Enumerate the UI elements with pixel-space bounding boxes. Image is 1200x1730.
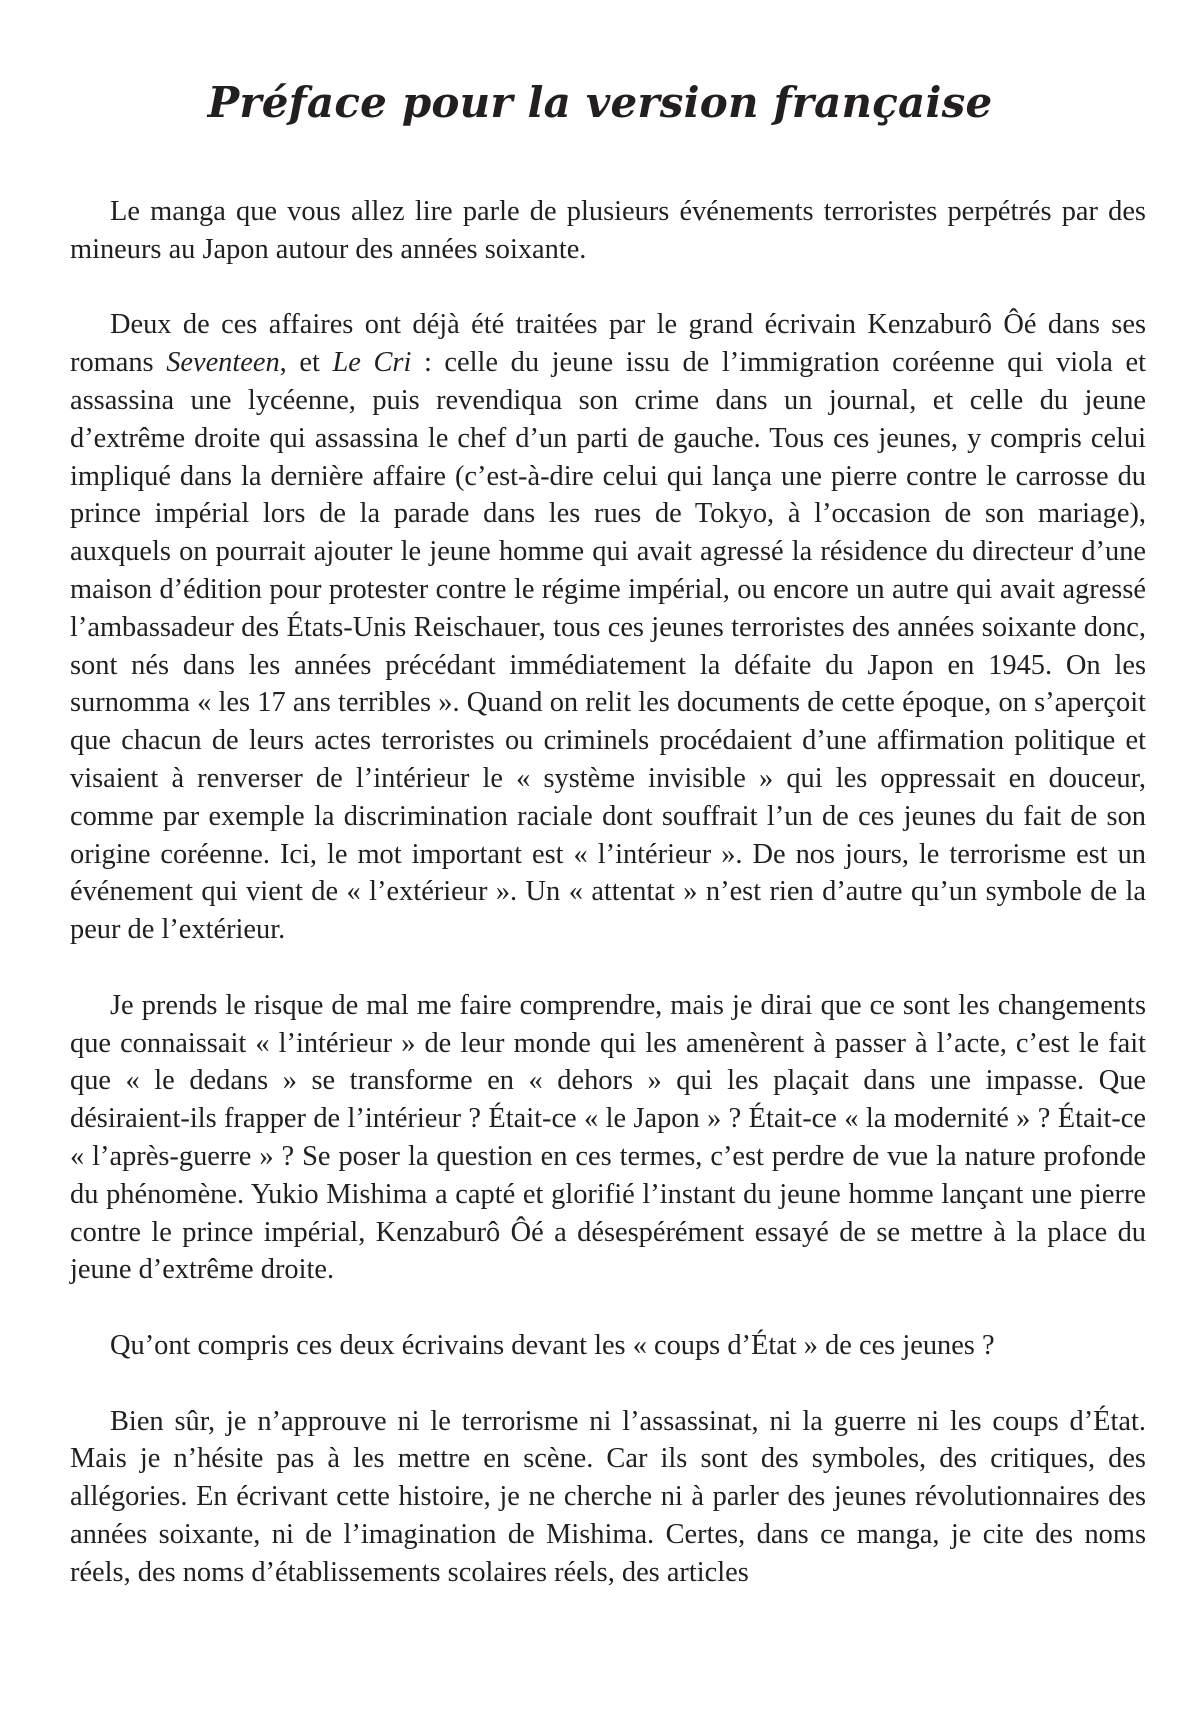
paragraph-2 (70, 306, 1146, 949)
paragraph-2-text-a: Deux de ces affaires ont déjà été traitées par le grand écrivain Kenzaburô Ôé dans ses romans (70, 309, 1146, 379)
paragraph-3 (70, 987, 1146, 1289)
paragraph-1-text: Le manga que vous allez lire parle de plusieurs événements terroristes perpétrés par des mineurs au Japon autour des années soixante. (70, 196, 1146, 265)
page-title: Préface pour la version française (207, 78, 993, 127)
paragraph-4-text: Qu’ont compris ces deux écrivains devant les « coups d’État » de ces jeunes ? (110, 1329, 995, 1361)
paragraph-2-text-b: , et (279, 347, 333, 379)
book-title-seventeen: Seventeen (166, 347, 280, 379)
paragraph-4 (70, 1327, 1146, 1365)
paragraph-5 (70, 1403, 1146, 1592)
body-text (70, 193, 1146, 1591)
book-title-le-cri: Le Cri (332, 347, 412, 379)
paragraph-3-text: Je prends le risque de mal me faire comprendre, mais je dirai que ce sont les changements que connaissait « l’intérieur » de leur monde qui les amenèrent à passer à l’acte, c’est le fait que « le dedans » se transforme en « dehors » qui les plaçait dans une impasse. Que désiraient-ils frapper de l’intérieur ? Était-ce « le Japon » ? Était-ce « la modernité » ? Était-ce « l’après-guerre » ? Se poser la question en ces termes, c’est perdre de vue la nature profonde du phénomène. Yukio Mishima a capté et glorifié l’instant du jeune homme lançant une pierre contre le prince impérial, Kenzaburô Ôé a désespérément essayé de se mettre à la place du jeune d’extrême droite. (70, 989, 1146, 1286)
paragraph-2-text-c: : celle du jeune issu de l’immigration coréenne qui viola et assassina une lycéenne, puis revendiqua son crime dans un journal, et celle du jeune d’extrême droite qui assassina le chef d’un parti de gauche. Tous ces jeunes, y compris celui impliqué dans la dernière affaire (c’est-à-dire celui qui lança une pierre contre le carrosse du prince impérial lors de la parade dans les rues de Tokyo, à l’occasion de son mariage), auxquels on pourrait ajouter le jeune homme qui avait agressé la résidence du directeur d’une maison d’édition pour protester contre le régime impérial, ou encore un autre qui avait agressé l’ambassadeur des États-Unis Reischauer, tous ces jeunes terroristes des années soixante donc, sont nés dans les années précédant immédiatement la défaite du Japon en 1945. On les surnomma « les 17 ans terribles ». Quand on relit les documents de cette époque, on s’aperçoit que chacun de leurs actes terroristes ou criminels procédaient d’une affirmation politique et visaient à renverser de l’intérieur le « système invisible » qui les oppressait en douceur, comme par exemple la discrimination raciale dont souffrait l’un de ces jeunes du fait de son origine coréenne. Ici, le mot important est « l’intérieur ». De nos jours, le terrorisme est un événement qui vient de « l’extérieur ». Un « attentat » n’est rien d’autre qu’un symbole de la peur de l’extérieur. (70, 347, 1146, 946)
paragraph-1 (70, 193, 1146, 269)
paragraph-5-text: Bien sûr, je n’approuve ni le terrorisme ni l’assassinat, ni la guerre ni les coups d’État. Mais je n’hésite pas à les mettre en scène. Car ils sont des symboles, des critiques, des allégories. En écrivant cette histoire, je ne cherche ni à parler des jeunes révolutionnaires des années soixante, ni de l’imagination de Mishima. Certes, dans ce manga, je cite des noms réels, des noms d’établissements scolaires réels, des articles (70, 1405, 1146, 1588)
